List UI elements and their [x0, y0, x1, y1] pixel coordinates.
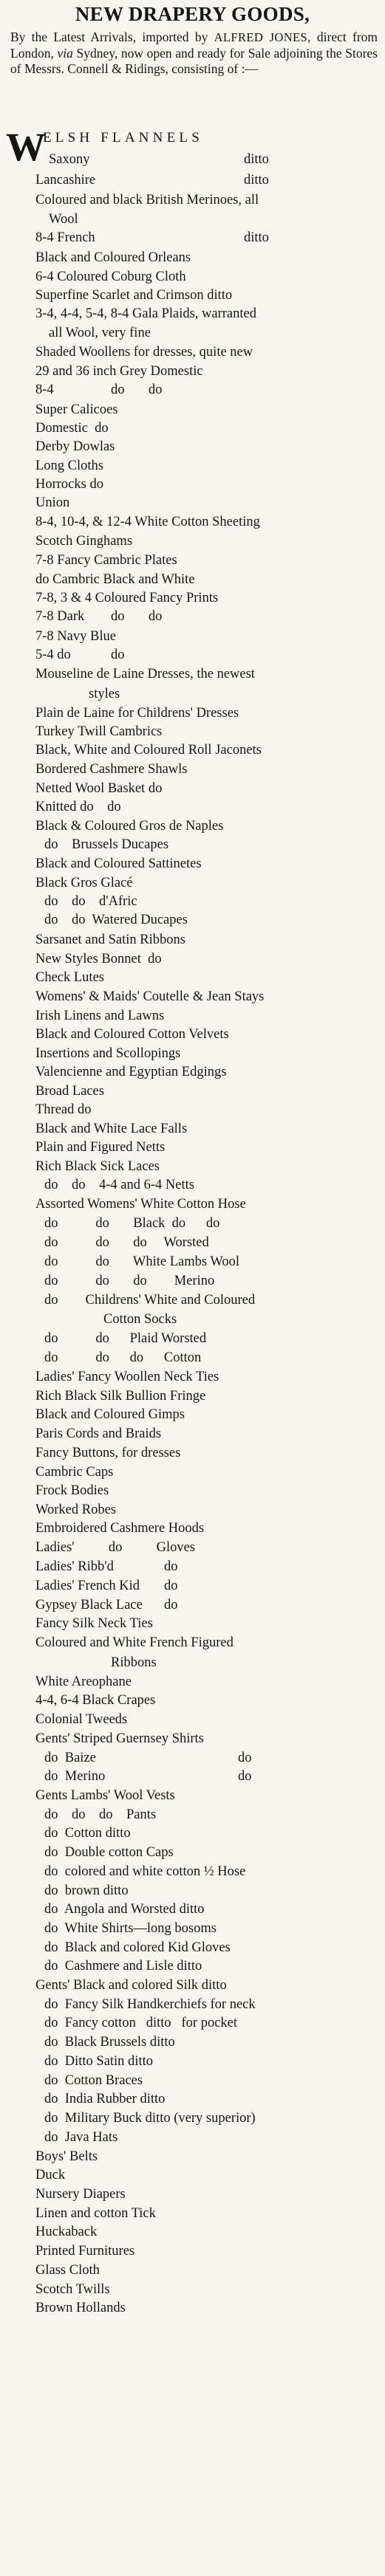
item-text: Rich Black Sick Laces: [35, 1159, 160, 1174]
item-text: Black & Coloured Gros de Naples: [35, 819, 224, 834]
item-text: Sarsanet and Satin Ribbons: [35, 932, 185, 947]
item-ditto: do: [164, 1598, 178, 1612]
list-item: [44, 893, 137, 910]
list-item: [35, 1502, 116, 1519]
item-text: 7-8, 3 & 4 Coloured Fancy Prints: [35, 591, 219, 605]
item-ditto: ditto: [244, 152, 269, 167]
list-item: [44, 2110, 256, 2127]
item-text: Check Lutes: [35, 970, 104, 985]
item-text: Union: [35, 495, 70, 510]
item-text: 7-8 Dark: [35, 609, 85, 624]
list-item: [35, 250, 191, 267]
item-text: Scotch Twills: [35, 2282, 110, 2297]
item-text: Gypsey Black Lace: [35, 1598, 143, 1612]
list-item: [49, 151, 269, 168]
list-item: [35, 856, 202, 873]
item-text: Horrocks do: [35, 477, 103, 492]
list-item: [44, 2091, 165, 2108]
item-ditto: do: [164, 1559, 178, 1574]
item-ditto: ditto: [244, 230, 269, 245]
list-item: [35, 666, 255, 683]
list-item: [35, 780, 162, 797]
list-item: [44, 1234, 209, 1251]
item-text: Valencienne and Egyptian Edgings: [35, 1065, 227, 1079]
list-item: [35, 647, 125, 664]
item-text: Ladies' Fancy Woollen Neck Ties: [35, 1370, 219, 1384]
list-item: [35, 533, 132, 550]
item-text: do Ditto Satin ditto: [44, 2054, 153, 2069]
intro-text-3: Sydney, now open and ready for Sale adjoining the Stores of Messrs. Connell & Ridings, consisting of :—: [10, 45, 378, 77]
item-text: Netted Wool Basket do: [35, 781, 163, 796]
headline: NEW DRAPERY GOODS,: [75, 3, 310, 25]
item-text: do colored and white cotton ½ Hose: [44, 1864, 246, 1879]
list-item: [44, 1177, 194, 1194]
item-text: 8-4, 10-4, & 12-4 White Cotton Sheeting: [35, 515, 260, 529]
item-text: do Military Buck ditto (very superior): [44, 2111, 256, 2126]
item-text: do do White Lambs Wool: [44, 1254, 240, 1269]
list-item: [35, 799, 121, 816]
item-text: Paris Cords and Braids: [35, 1426, 162, 1441]
intro-text-1: By the Latest Arrivals, imported by: [10, 30, 214, 44]
item-text: 6-4 Coloured Coburg Cloth: [35, 269, 186, 284]
list-item: [35, 818, 223, 835]
item-text: do do do Pants: [44, 1807, 157, 1822]
item-text: Black and White Lace Falls: [35, 1122, 188, 1136]
list-item: [35, 608, 163, 625]
list-item: [35, 1597, 178, 1614]
item-text: Ladies' do Gloves: [35, 1540, 196, 1555]
item-text: do do Plaid Worsted: [44, 1331, 207, 1346]
item-text: Knitted do do: [35, 800, 121, 814]
list-item: [35, 363, 203, 380]
list-item: [35, 969, 104, 986]
list-item: [35, 932, 185, 949]
item-text: Womens' & Maids' Coutelle & Jean Stays: [35, 989, 265, 1004]
item-text: Ladies' Ribb'd: [35, 1559, 114, 1574]
item-text: 8-4 French: [35, 230, 95, 245]
item-text: Black and Coloured Cotton Velvets: [35, 1027, 229, 1042]
list-item: [35, 344, 253, 361]
item-text: Super Calicoes: [35, 402, 118, 417]
item-text: do Cotton ditto: [44, 1826, 131, 1841]
item-text: do do do Cotton: [44, 1350, 202, 1365]
list-item: [35, 1464, 113, 1481]
list-item: [35, 287, 232, 304]
list-item: [35, 1539, 195, 1556]
item-text: do Black Brussels ditto: [44, 2035, 175, 2050]
list-item: [35, 306, 256, 323]
list-item: [35, 951, 162, 968]
list-item: [44, 1844, 174, 1861]
list-item: [44, 1864, 245, 1881]
item-text: all Wool, very fine: [49, 326, 151, 340]
list-item: [35, 1026, 229, 1043]
list-item: [35, 761, 188, 778]
list-item: [44, 2053, 153, 2070]
list-item: [35, 382, 163, 399]
list-item: [35, 2300, 126, 2317]
list-item: [35, 1083, 104, 1100]
list-item: [44, 1940, 231, 1957]
list-item: [44, 912, 188, 929]
item-text: do Brussels Ducapes: [44, 837, 169, 852]
item-text: do Baize: [44, 1751, 96, 1765]
list-item: [35, 1369, 219, 1386]
list-item: [35, 705, 239, 722]
item-text: do do do Worsted: [44, 1235, 209, 1250]
item-text: Assorted Womens' White Cotton Hose: [35, 1197, 246, 1212]
item-ditto: do: [164, 1579, 178, 1593]
list-item: [49, 211, 78, 228]
item-text: do do do Merino: [44, 1274, 215, 1288]
item-text: Fancy Buttons, for dresses: [35, 1446, 181, 1460]
list-item: [35, 1635, 234, 1652]
item-text: Scotch Ginghams: [35, 534, 133, 549]
list-item: [44, 2129, 117, 2146]
item-text: do Cotton Braces: [44, 2073, 143, 2088]
list-item: [44, 1254, 239, 1271]
item-text: Shaded Woollens for dresses, quite new: [35, 345, 253, 360]
list-item: [35, 495, 69, 512]
list-item: [35, 1008, 164, 1025]
item-text: do brown ditto: [44, 1883, 129, 1898]
list-item: [35, 2281, 110, 2298]
item-text: Lancashire: [35, 173, 96, 188]
list-item: [35, 571, 194, 588]
item-text: Plain de Laine for Childrens' Dresses: [35, 706, 239, 721]
list-item: [35, 2149, 98, 2165]
item-text: do do d'Afric: [44, 894, 137, 909]
item-text: do do Watered Ducapes: [44, 913, 188, 927]
list-item: [35, 1520, 204, 1537]
importer-name: ALFRED JONES,: [214, 30, 311, 44]
list-item: [35, 1388, 205, 1405]
list-item: [35, 1196, 246, 1213]
list-item: [35, 724, 162, 741]
list-item: [35, 439, 115, 456]
list-item: [44, 2015, 237, 2032]
item-text: White Areophane: [35, 1675, 132, 1689]
item-text: Worked Robes: [35, 1502, 116, 1517]
item-text: Black, White and Coloured Roll Jaconets: [35, 743, 262, 758]
list-item: [49, 325, 151, 342]
intro-text-2: direct from London,: [10, 30, 378, 61]
list-item: [44, 2034, 175, 2051]
item-text: Black and Coloured Sattinetes: [35, 856, 202, 871]
list-item: [35, 1121, 187, 1138]
list-item: [44, 1920, 217, 1937]
item-text: do Double cotton Caps: [44, 1845, 174, 1860]
list-item: [44, 1350, 201, 1367]
item-text: 29 and 36 inch Grey Domestic: [35, 364, 203, 379]
list-item: [103, 1311, 177, 1328]
item-text: Broad Laces: [35, 1084, 104, 1099]
item-text: do India Rubber ditto: [44, 2092, 166, 2106]
item-text: Glass Cloth: [35, 2263, 100, 2278]
item-text: do Cashmere and Lisle ditto: [44, 1959, 202, 1974]
item-text: Cambric Caps: [35, 1465, 114, 1480]
list-item: [35, 420, 109, 437]
list-item: [44, 1825, 131, 1842]
list-item: [35, 402, 118, 419]
item-text: Superfine Scarlet and Crimson ditto: [35, 288, 233, 303]
item-text: Huckaback: [35, 2225, 98, 2239]
item-ditto: do: [238, 1769, 252, 1784]
list-item: [35, 1426, 161, 1443]
item-text: Gents Lambs' Wool Vests: [35, 1788, 175, 1803]
item-text: Colonial Tweeds: [35, 1712, 128, 1727]
item-text: 7-8 Navy Blue: [35, 629, 116, 644]
item-text: 4-4, 6-4 Black Crapes: [35, 1693, 156, 1708]
item-text: Long Cloths: [35, 458, 103, 473]
item-text: Mouseline de Laine Dresses, the newest: [35, 667, 255, 681]
intro-via: via: [57, 45, 73, 61]
list-item: [35, 2167, 65, 2184]
item-text: Boys' Belts: [35, 2149, 98, 2164]
item-text: do do 4-4 and 6-4 Netts: [44, 1178, 194, 1192]
list-item: [44, 1807, 156, 1824]
item-text: do Childrens' White and Coloured: [44, 1293, 256, 1308]
list-item: [35, 2205, 156, 2222]
item-text: Frock Bodies: [35, 1483, 109, 1498]
list-item: [35, 1674, 132, 1691]
list-item: [44, 1215, 219, 1232]
item-text: styles: [89, 687, 120, 701]
list-item: [44, 1330, 206, 1347]
item-text: do Merino: [44, 1769, 106, 1784]
item-text: New Styles Bonnet do: [35, 952, 162, 966]
list-item: [35, 1483, 109, 1500]
list-item: [35, 590, 218, 607]
list-item: [35, 2243, 134, 2260]
list-item: [111, 1655, 157, 1672]
item-text: Black Gros Glacé: [35, 876, 133, 890]
list-item: [44, 837, 168, 853]
list-item: [35, 1158, 160, 1175]
list-item: [35, 1559, 178, 1576]
item-text: Coloured and White French Figured: [35, 1635, 234, 1650]
list-item: [35, 1731, 204, 1748]
list-item: [44, 1996, 256, 2013]
item-text: Irish Linens and Lawns: [35, 1009, 165, 1023]
list-item: [44, 1750, 252, 1767]
list-item: [35, 1445, 180, 1462]
item-text: Cotton Socks: [103, 1312, 177, 1327]
list-item: [35, 2186, 126, 2203]
list-item: [35, 2262, 100, 2279]
item-text: 7-8 Fancy Cambric Plates: [35, 553, 177, 568]
list-item: [35, 742, 262, 759]
list-item: [35, 2224, 97, 2241]
item-text: Duck: [35, 2168, 66, 2182]
item-text: 8-4: [35, 382, 54, 397]
list-item: [35, 1102, 92, 1119]
list-item: [35, 628, 116, 645]
item-text: Embroidered Cashmere Hoods: [35, 1521, 205, 1536]
item-text: 5-4 do: [35, 648, 71, 662]
list-item: [35, 476, 103, 493]
drop-cap-letter: W: [6, 125, 46, 169]
item-text: Gents' Black and colored Silk ditto: [35, 1978, 227, 1993]
item-text: do Cambric Black and White: [35, 572, 195, 587]
list-item: [44, 1768, 252, 1785]
item-text: Black and Coloured Gimps: [35, 1407, 185, 1422]
item-text: Ladies' French Kid: [35, 1579, 140, 1593]
first-item-text: ELSH FLANNELS: [43, 130, 203, 145]
list-item: [35, 552, 177, 569]
list-item: [35, 1787, 175, 1804]
item-text: Black and Coloured Orleans: [35, 250, 191, 265]
item-ditto: do: [111, 648, 125, 662]
list-item: [35, 514, 260, 531]
item-text: Bordered Cashmere Shawls: [35, 762, 188, 777]
item-text: Domestic do: [35, 421, 109, 436]
list-item: [35, 172, 269, 189]
list-item: [35, 269, 186, 286]
list-item: [35, 1064, 226, 1081]
list-item: [35, 1692, 155, 1709]
item-text: Printed Furnitures: [35, 2244, 135, 2259]
list-item: [35, 1615, 153, 1632]
item-text: Nursery Diapers: [35, 2187, 126, 2202]
item-text: Linen and cotton Tick: [35, 2206, 156, 2221]
list-item: [44, 1292, 255, 1309]
item-text: Brown Hollands: [35, 2301, 126, 2315]
list-item: [35, 1711, 127, 1728]
item-text: Derby Dowlas: [35, 439, 115, 454]
list-item: [44, 2072, 143, 2089]
item-text: Turkey Twill Cambrics: [35, 724, 163, 739]
item-text: Gents' Striped Guernsey Shirts: [35, 1731, 204, 1746]
list-item: [35, 875, 133, 892]
item-ditto: do do: [111, 609, 163, 624]
item-text: do White Shirts—long bosoms: [44, 1921, 217, 1936]
item-text: Fancy Silk Neck Ties: [35, 1616, 153, 1631]
item-text: do do Black do do: [44, 1216, 220, 1231]
item-text: do Fancy Silk Handkerchiefs for neck: [44, 1997, 256, 2012]
item-ditto: ditto: [244, 173, 269, 188]
item-text: Coloured and black British Merinoes, all: [35, 193, 259, 207]
item-text: 3-4, 4-4, 5-4, 8-4 Gala Plaids, warranted: [35, 306, 256, 321]
list-item: [44, 1901, 205, 1918]
list-item: [35, 1977, 227, 1994]
item-text: Wool: [49, 212, 78, 227]
list-item: [35, 230, 269, 247]
list-item: [35, 192, 259, 209]
list-item: [35, 1045, 180, 1062]
list-item: [35, 1407, 185, 1423]
item-text: do Angola and Worsted ditto: [44, 1902, 205, 1917]
list-item: [35, 1139, 165, 1156]
item-text: Rich Black Silk Bullion Fringe: [35, 1389, 206, 1404]
item-text: do Java Hats: [44, 2130, 118, 2145]
item-text: Ribbons: [111, 1655, 157, 1670]
list-item: [35, 989, 264, 1006]
item-text: Thread do: [35, 1102, 92, 1117]
item-text: do Black and colored Kid Gloves: [44, 1940, 231, 1955]
item-text: do Fancy cotton ditto for pocket: [44, 2016, 238, 2030]
item-text: Saxony: [49, 152, 90, 167]
list-item: [35, 458, 103, 475]
list-item: [35, 1578, 178, 1595]
item-text: Plain and Figured Netts: [35, 1140, 166, 1155]
list-item: [44, 1883, 129, 1900]
list-item: [44, 1958, 202, 1975]
item-ditto: do: [238, 1751, 252, 1765]
item-text: Insertions and Scollopings: [35, 1046, 181, 1061]
list-item: [44, 1273, 214, 1290]
list-item: [89, 686, 120, 703]
item-ditto: do do: [111, 382, 163, 397]
